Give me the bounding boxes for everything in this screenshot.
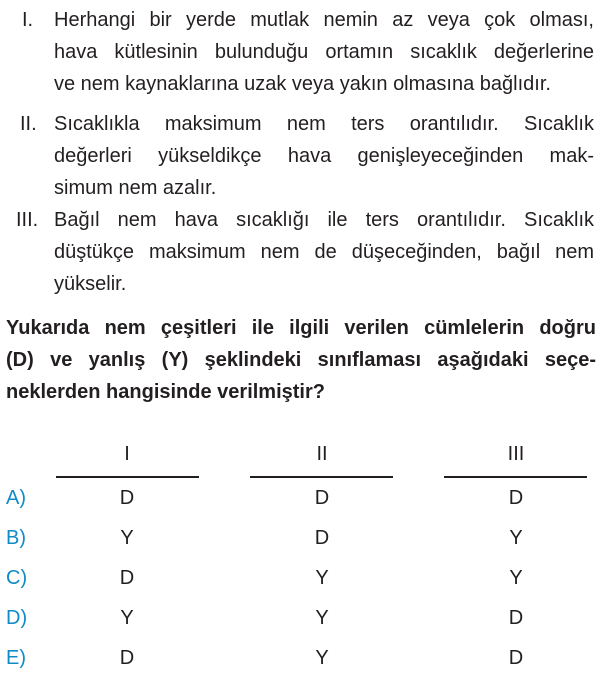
column-rule bbox=[250, 476, 393, 478]
statement-numeral: I. bbox=[22, 9, 34, 31]
column-header-i: I bbox=[124, 443, 130, 465]
cell: D bbox=[314, 527, 330, 549]
statement-line: yükselir. bbox=[54, 273, 127, 295]
cell: D bbox=[119, 487, 135, 509]
statement-line: Bağıl nem hava sıcaklığı ile ters orantılıdır. Sıcaklık bbox=[54, 209, 594, 231]
cell: Y bbox=[509, 527, 523, 549]
statement-line: ve nem kaynaklarına uzak veya yakın olmasına bağlıdır. bbox=[54, 73, 551, 95]
statement-numeral: II. bbox=[20, 113, 37, 135]
statement-line: simum nem azalır. bbox=[54, 177, 217, 199]
question-line: (D) ve yanlış (Y) şeklindeki sınıflaması aşağıdaki seçe- bbox=[6, 349, 596, 371]
option-letter[interactable]: B) bbox=[6, 527, 26, 549]
cell: D bbox=[508, 607, 524, 629]
cell: Y bbox=[509, 567, 523, 589]
column-rule bbox=[56, 476, 199, 478]
cell: Y bbox=[315, 607, 329, 629]
question-line: Yukarıda nem çeşitleri ile ilgili verilen cümlelerin doğru bbox=[6, 317, 596, 339]
statement-line: düştükçe maksimum nem de düşeceğinden, bağıl nem bbox=[54, 241, 594, 263]
statement-numeral: III. bbox=[16, 209, 39, 231]
cell: Y bbox=[315, 567, 329, 589]
option-letter[interactable]: A) bbox=[6, 487, 26, 509]
cell: D bbox=[314, 487, 330, 509]
column-header-ii: II bbox=[316, 443, 328, 465]
option-letter[interactable]: C) bbox=[6, 567, 28, 589]
cell: D bbox=[508, 487, 524, 509]
cell: D bbox=[119, 647, 135, 669]
statement-line: Sıcaklıkla maksimum nem ters orantılıdır. Sıcaklık bbox=[54, 113, 594, 135]
column-rule bbox=[444, 476, 587, 478]
option-letter[interactable]: D) bbox=[6, 607, 28, 629]
cell: Y bbox=[315, 647, 329, 669]
option-letter[interactable]: E) bbox=[6, 647, 26, 669]
statement-line: değerleri yükseldikçe hava genişleyeceğinden mak- bbox=[54, 145, 594, 167]
cell: Y bbox=[120, 527, 134, 549]
cell: D bbox=[119, 567, 135, 589]
question-line: neklerden hangisinde verilmiştir? bbox=[6, 381, 325, 403]
cell: D bbox=[508, 647, 524, 669]
column-header-iii: III bbox=[507, 443, 525, 465]
statement-line: hava kütlesinin bulunduğu ortamın sıcaklık değerlerine bbox=[54, 41, 594, 63]
statement-line: Herhangi bir yerde mutlak nemin az veya çok olması, bbox=[54, 9, 594, 31]
cell: Y bbox=[120, 607, 134, 629]
